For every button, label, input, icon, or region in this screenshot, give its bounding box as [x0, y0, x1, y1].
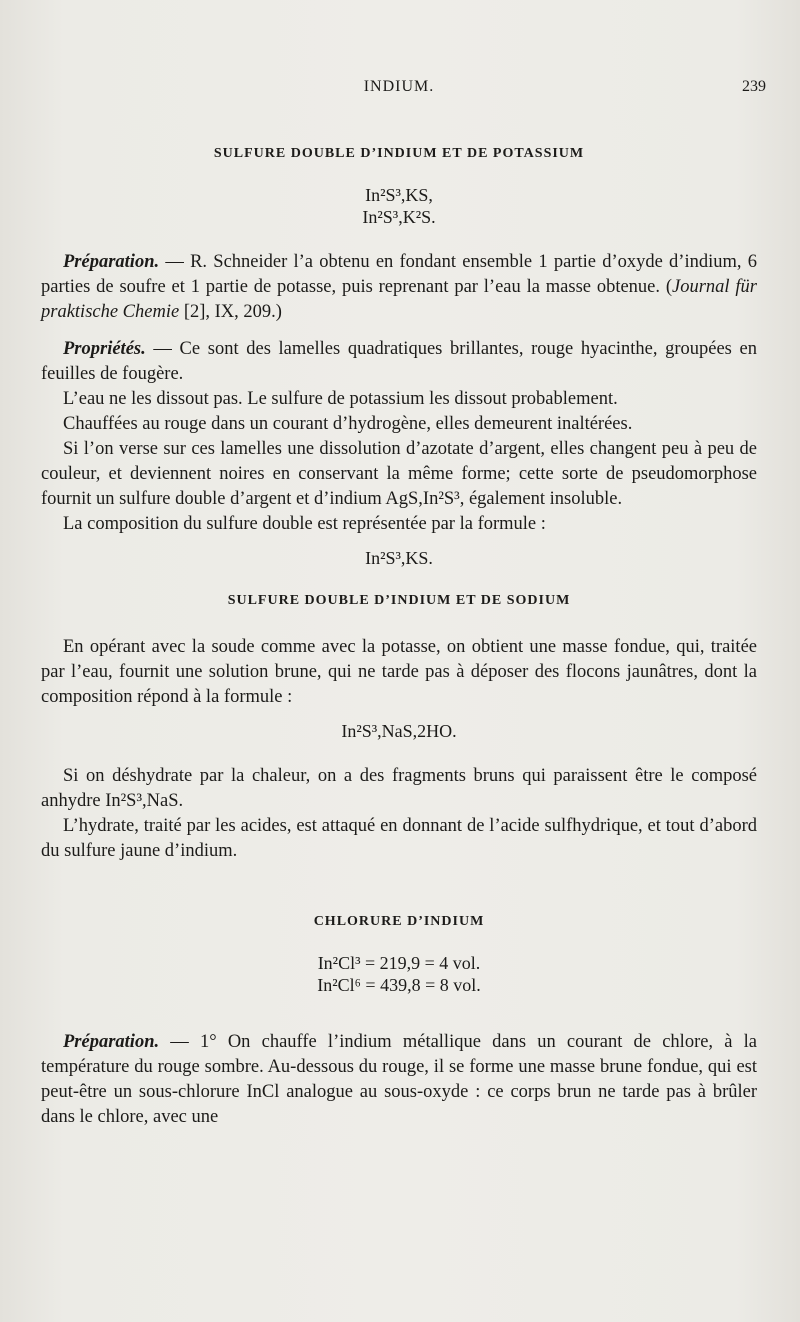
section-title-sodium: SULFURE DOUBLE D’INDIUM ET DE SODIUM	[227, 593, 571, 608]
section-title-potassium: SULFURE DOUBLE D’INDIUM ET DE POTASSIUM	[213, 146, 585, 161]
paragraph-composition: La composition du sulfure double est représentée par la formule :	[63, 514, 546, 534]
paragraph-hydrate: L’hydrate, traité par les acides, est attaqué en donnant de l’acide sulfhydrique, et tout d’abord du sulfure jaune d’indium.	[41, 816, 757, 861]
running-title: INDIUM.	[363, 78, 435, 95]
paragraph-proprietes: Propriétés. — Ce sont des lamelles quadratiques brillantes, rouge hyacinthe, groupées en feuilles de fougère.	[41, 339, 757, 384]
formula-in2cl3: In²Cl³ = 219,9 = 4 vol.	[317, 953, 481, 973]
formula-sodium-hydrate: In²S³,NaS,2HO.	[341, 721, 457, 741]
paragraph-preparation-potassium: Préparation. — R. Schneider l’a obtenu en fondant ensemble 1 partie d’oxyde d’indium, 6 parties de soufre et 1 partie de potasse, puis reprenant par l’eau la masse obtenue. (Journal für praktische Chemie [2], IX, 209.)	[41, 252, 757, 322]
page-number: 239	[742, 78, 766, 95]
label-preparation-chlorure: Préparation.	[63, 1032, 160, 1052]
paragraph-eau: L’eau ne les dissout pas. Le sulfure de potassium les dissout probablement.	[63, 389, 618, 409]
formula-k2s: In²S³,K²S.	[362, 207, 436, 227]
paragraph-chauffees: Chauffées au rouge dans un courant d’hydrogène, elles demeurent inaltérées.	[63, 414, 633, 434]
formula-composition: In²S³,KS.	[365, 548, 433, 568]
page-header	[41, 0, 766, 108]
paragraph-azotate: Si l’on verse sur ces lamelles une dissolution d’azotate d’argent, elles changent peu à peu de couleur, et deviennent noires en conservant la même forme; cette sorte de pseudomorphose fournit un sulfure double d’argent et d’indium AgS,In²S³, également insoluble.	[41, 439, 757, 509]
paragraph-soude: En opérant avec la soude comme avec la potasse, on obtient une masse fondue, qui, traitée par l’eau, fournit une solution brune, qui ne tarde pas à déposer des flocons jaunâtres, dont la composition répond à la formule :	[41, 637, 757, 707]
journal-title: Journal für praktische Chemie	[41, 277, 757, 322]
paragraph-deshydrate: Si on déshydrate par la chaleur, on a des fragments bruns qui paraissent être le composé anhydre In²S³,NaS.	[41, 766, 757, 811]
formula-in2cl6: In²Cl⁶ = 439,8 = 8 vol.	[317, 975, 481, 995]
paragraph-preparation-chlorure: Préparation. — 1° On chauffe l’indium métallique dans un courant de chlore, à la température du rouge sombre. Au-dessous du rouge, il se forme une masse brune fondue, qui est peut-être un sous-chlorure InCl analogue au sous-oxyde : ce corps brun ne tarde pas à brûler dans le chlore, avec une	[41, 1032, 757, 1127]
label-preparation: Préparation.	[63, 252, 160, 272]
label-proprietes: Propriétés.	[63, 339, 146, 359]
formula-kS: In²S³,KS,	[365, 185, 433, 205]
section-title-chlorure: CHLORURE D’INDIUM	[313, 914, 485, 929]
